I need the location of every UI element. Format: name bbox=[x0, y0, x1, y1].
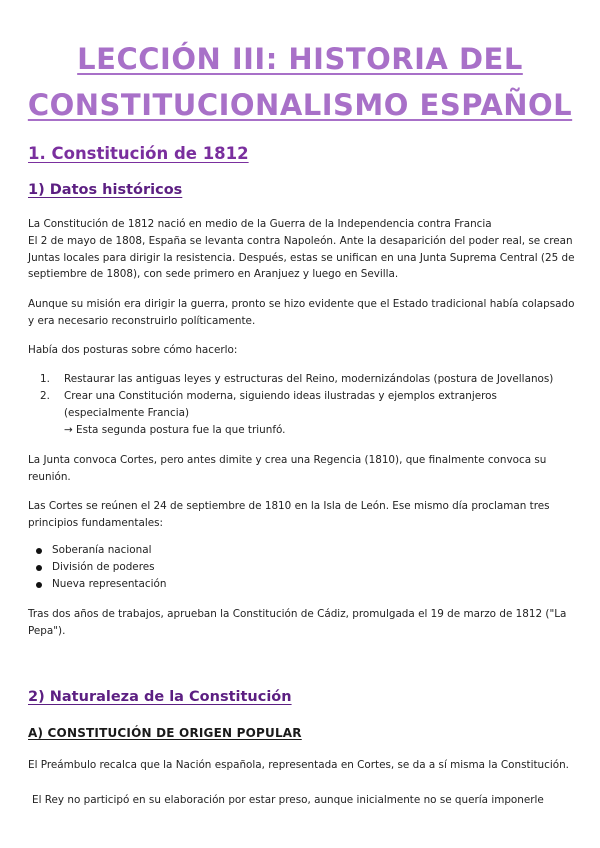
bullet-icon bbox=[36, 548, 42, 554]
subsection-origen-popular-heading: A) CONSTITUCIÓN DE ORIGEN POPULAR bbox=[28, 726, 302, 740]
list-item-text: Nueva representación bbox=[52, 578, 167, 590]
paragraph-junta-convoca: La Junta convoca Cortes, pero antes dimite y crea una Regencia (1810), que finalmente convoca su reunión. bbox=[28, 454, 547, 483]
paragraph-rey-preso: El Rey no participó en su elaboración por estar preso, aunque inicialmente no se quería imponerle bbox=[32, 794, 544, 806]
paragraph-origen: La Constitución de 1812 nació en medio de la Guerra de la Independencia contra Francia bbox=[28, 218, 492, 230]
list-item-number: 2. bbox=[40, 390, 50, 402]
section-1-heading: 1. Constitución de 1812 bbox=[28, 144, 249, 163]
list-item-number: 1. bbox=[40, 373, 50, 385]
list-item-text: Crear una Constitución moderna, siguiendo ideas ilustradas y ejemplos extranjeros (especialmente Francia) bbox=[64, 390, 497, 419]
list-item bbox=[36, 559, 336, 576]
paragraph-cortes-reunion: Las Cortes se reúnen el 24 de septiembre de 1810 en la Isla de León. Ese mismo día proclaman tres principios fundamentales: bbox=[28, 500, 550, 529]
paragraph-preambulo: El Preámbulo recalca que la Nación española, representada en Cortes, se da a sí misma la Constitución. bbox=[28, 759, 569, 771]
paragraph-mision: Aunque su misión era dirigir la guerra, pronto se hizo evidente que el Estado tradicional había colapsado y era necesario reconstruirlo políticamente. bbox=[28, 298, 575, 327]
paragraph-la-pepa: Tras dos años de trabajos, aprueban la Constitución de Cádiz, promulgada el 19 de marzo de 1812 ("La Pepa"). bbox=[28, 608, 567, 637]
subsection-naturaleza-heading: 2) Naturaleza de la Constitución bbox=[28, 689, 292, 705]
arrow-note: → Esta segunda postura fue la que triunfó. bbox=[64, 424, 286, 436]
subsection-datos-historicos-heading: 1) Datos históricos bbox=[28, 182, 183, 198]
bullet-icon bbox=[36, 582, 42, 588]
list-item bbox=[36, 576, 336, 593]
paragraph-dos-posturas: Había dos posturas sobre cómo hacerlo: bbox=[28, 344, 238, 356]
list-item-text: Restaurar las antiguas leyes y estructuras del Reino, modernizándolas (postura de Jovellanos) bbox=[64, 373, 554, 385]
principles-list bbox=[36, 542, 336, 596]
paragraph-dos-de-mayo: El 2 de mayo de 1808, España se levanta contra Napoleón. Ante la desaparición del poder real, se crean Juntas locales para dirigir la resistencia. Después, estas se unifican en una Junta Suprema Central (25 de septiembre de 1808), con sede primero en Aranjuez y luego en Sevilla. bbox=[28, 235, 575, 280]
list-item bbox=[40, 388, 576, 422]
title-line-2: CONSTITUCIONALISMO ESPAÑOL bbox=[27, 88, 573, 122]
bullet-icon bbox=[36, 565, 42, 571]
list-item-text: Soberanía nacional bbox=[52, 544, 152, 556]
list-item bbox=[36, 542, 336, 559]
list-item bbox=[40, 371, 576, 388]
list-item-text: División de poderes bbox=[52, 561, 155, 573]
title-line-1: LECCIÓN III: HISTORIA DEL bbox=[77, 42, 523, 76]
